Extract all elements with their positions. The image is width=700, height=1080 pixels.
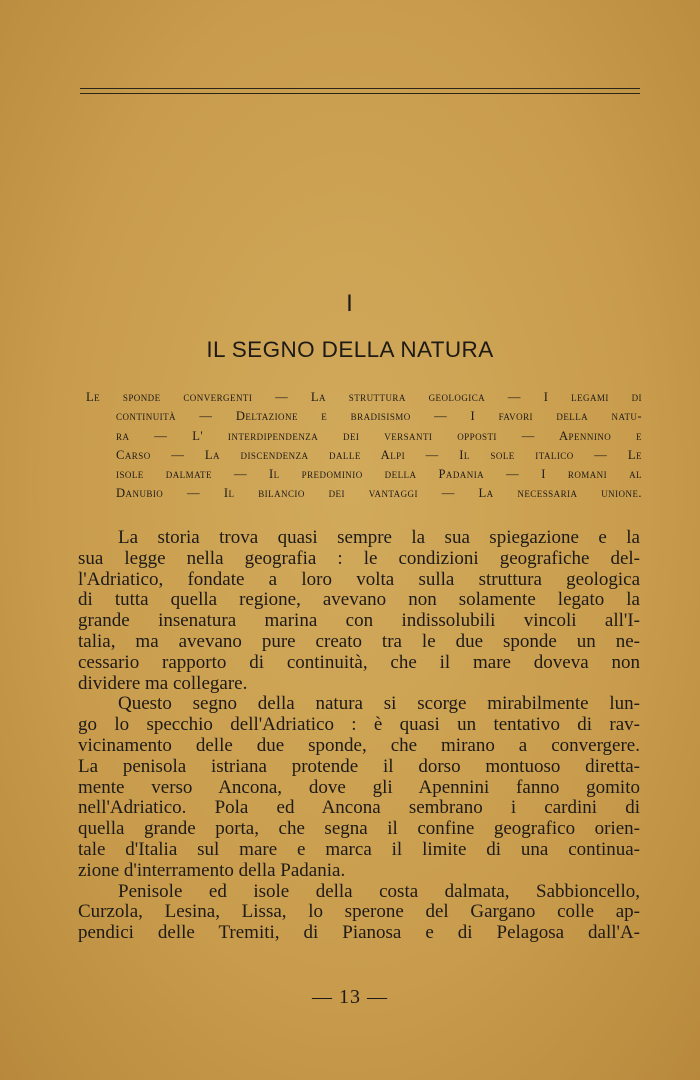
text-line: di tutta quella regione, avevano non solamente legato la: [78, 589, 640, 611]
text-line: quella grande porta, che segna il confine geografico orien-: [78, 818, 640, 840]
text-line: La storia trova quasi sempre la sua spiegazione e la: [118, 527, 640, 548]
text-line: Penisole ed isole della costa dalmata, Sabbioncello,: [118, 880, 640, 902]
page-number: — 13 —: [312, 986, 388, 1008]
text-line: pendici delle Tremiti, di Pianosa e di Pelagosa dall'A-: [78, 922, 640, 944]
top-rule-second: [80, 93, 640, 94]
text-line: Questo segno della natura si scorge mirabilmente lun-: [118, 693, 640, 715]
summary-line: Danubio — Il bilancio dei vantaggi — La necessaria unione.: [116, 486, 642, 501]
text-line: grande insenatura marina con indissolubili vincoli all'I-: [78, 610, 640, 632]
text-line: tale d'Italia sul mare e marca il limite di una continua-: [78, 838, 640, 860]
text-line: dividere ma collegare.: [78, 672, 248, 694]
summary-line: ra — L' interdipendenza dei versanti opposti — Apennino e: [116, 428, 642, 443]
text-line: zione d'interramento della Padania.: [78, 859, 346, 881]
body-text: [78, 528, 640, 944]
summary-line: Le sponde convergenti — La struttura geologica — I legami di: [86, 390, 642, 404]
chapter-number: I: [346, 290, 354, 317]
text-line: Curzola, Lesina, Lissa, lo sperone del Gargano colle ap-: [78, 901, 640, 923]
text-line: cessario rapporto di continuità, che il mare doveva non: [78, 651, 640, 673]
summary-line: isole dalmate — Il predominio della Padania — I romani al: [116, 467, 642, 482]
chapter-summary: [86, 388, 642, 504]
text-line: vicinamento delle due sponde, che mirano a convergere.: [78, 734, 640, 756]
text-line: talia, ma avevano pure creato tra le due sponde un ne-: [78, 630, 640, 652]
text-line: sua legge nella geografia : le condizioni geografiche del-: [78, 547, 640, 569]
text-line: nell'Adriatico. Pola ed Ancona sembrano i cardini di: [78, 797, 640, 819]
text-line: go lo specchio dell'Adriatico : è quasi un tentativo di rav-: [78, 714, 640, 736]
summary-line: continuità — Deltazione e bradisismo — I favori della natu-: [116, 409, 642, 424]
summary-line: Carso — La discendenza dalle Alpi — Il sole italico — Le: [116, 447, 642, 462]
text-line: mente verso Ancona, dove gli Apennini fanno gomito: [78, 776, 640, 798]
text-line: l'Adriatico, fondate a loro volta sulla struttura geologica: [78, 568, 640, 590]
chapter-title: IL SEGNO DELLA NATURA: [206, 337, 494, 362]
text-line: La penisola istriana protende il dorso montuoso diretta-: [78, 755, 640, 777]
top-rule: [80, 88, 640, 89]
